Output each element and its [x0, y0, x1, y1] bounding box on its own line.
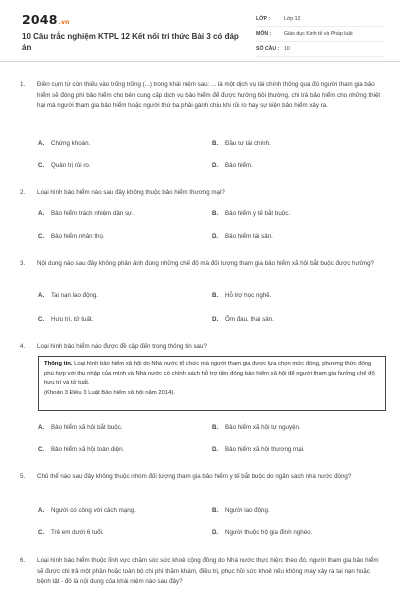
question-3-option-d[interactable]: D. Ốm đau, thai sản.: [212, 316, 274, 323]
question-3-option-a[interactable]: A. Tai nạn lao động.: [38, 292, 99, 299]
info-box-source: (Khoản 3 Điều 3 Luật Bảo hiểm xã hội năm 2014).: [44, 389, 175, 396]
question-text: Loại hình bảo hiểm nào được đề cập đến trong thông tin sau?: [37, 343, 207, 350]
page-header: [0, 0, 400, 62]
question-number: 3.: [20, 260, 26, 267]
question-1-option-a[interactable]: A. Chứng khoán.: [38, 140, 91, 147]
question-2-option-c[interactable]: C. Bảo hiểm nhân thọ.: [38, 233, 105, 240]
info-label: MÔN :: [256, 31, 272, 37]
question-4-option-a[interactable]: A. Bảo hiểm xã hội bắt buộc.: [38, 424, 123, 431]
info-value: 10: [284, 46, 290, 52]
question-number: 6.: [20, 557, 26, 564]
info-row-class: [256, 12, 384, 27]
question-1-option-c[interactable]: C. Quản trị rủi ro.: [38, 162, 91, 169]
question-number: 4.: [20, 343, 26, 350]
question-5-option-d[interactable]: D. Người thuộc hộ gia đình nghèo.: [212, 529, 313, 536]
question-2-option-a[interactable]: A. Bảo hiểm trách nhiệm dân sự.: [38, 210, 134, 217]
question-4-option-b[interactable]: B. Bảo hiểm xã hội tự nguyện.: [212, 424, 301, 431]
info-box-text: Loại hình bảo hiểm xã hội do Nhà nước tổ chức mà người tham gia được lựa chọn mức đóng, phương thức đóng phù hợp với thu nhập của mình và Nhà nước có chính sách hỗ trợ tiền đóng bảo hiểm xã hội để người tham gia hưởng chế độ hưu trí và tử tuất.: [44, 361, 375, 386]
info-value: Giáo dục Kinh tế và Pháp luật: [284, 31, 353, 37]
question-text: Chủ thể nào sau đây không thuộc nhóm đối tượng tham gia bảo hiểm y tế bắt buộc do ngân sách nhà nước đóng?: [37, 473, 352, 480]
logo-suffix: .vn: [58, 19, 70, 26]
info-row-count: [256, 42, 384, 57]
question-text: Loại hình bảo hiểm thuộc lĩnh vực chăm sóc sức khoẻ cộng đồng do Nhà nước thực hiện; theo đó, người tham gia bảo hiểm sẽ được chi trả một phần hoặc toàn bộ chi phí thăm khám, điều trị, phục hồi sức khoẻ nếu không may xảy ra tai nạn hoặc bệnh tật - đó là nội dung của khái niệm nào sau đây?: [37, 557, 379, 585]
question-2-option-d[interactable]: D. Bảo hiểm tài sản.: [212, 233, 273, 240]
question-3-option-c[interactable]: C. Hưu trí, tử tuất.: [38, 316, 94, 323]
page-title: 10 Câu trắc nghiệm KTPL 12 Kết nối tri thức Bài 3 có đáp án: [22, 32, 239, 52]
question-5-option-c[interactable]: C. Trẻ em dưới 6 tuổi.: [38, 529, 104, 536]
question-number: 1.: [20, 81, 26, 88]
info-row-subject: [256, 27, 384, 42]
logo-text: 2048: [22, 12, 58, 27]
question-4-option-d[interactable]: D. Bảo hiểm xã hội thương mại.: [212, 446, 305, 453]
question-1-option-b[interactable]: B. Đầu tư tài chính.: [212, 140, 271, 147]
info-label: SỐ CÂU :: [256, 46, 280, 52]
question-1-option-d[interactable]: D. Bảo hiểm.: [212, 162, 253, 169]
question-2-option-b[interactable]: B. Bảo hiểm y tế bắt buộc.: [212, 210, 291, 217]
question-text: Loại hình bảo hiểm nào sau đây không thuộc bảo hiểm thương mại?: [37, 189, 225, 196]
question-number: 5.: [20, 473, 26, 480]
question-text: Nội dung nào sau đây không phản ánh đúng những chế độ mà đối tượng tham gia bảo hiểm xã hội bắt buộc được hưởng?: [37, 260, 374, 267]
site-logo[interactable]: [22, 12, 70, 27]
question-text: Điền cụm từ còn thiếu vào trống trống (...) trong khái niệm sau: ... là một dịch vụ tài chính thông qua đó người tham gia bảo hiểm sẽ đóng phí bảo hiểm cho bên cung cấp dịch vụ bảo hiểm để được hưởng bồi thường, chi trả bảo hiểm cho những thiệt hại mà người tham gia bảo hiểm hoặc người thứ ba phải gánh chịu khi rủi ro hay sự kiện bảo hiểm xảy ra.: [37, 81, 381, 109]
question-4-option-c[interactable]: C. Bảo hiểm xã hội toàn diện.: [38, 446, 125, 453]
question-number: 2.: [20, 189, 26, 196]
question-5-option-b[interactable]: B. Người lao động.: [212, 507, 270, 514]
info-value: Lớp 12: [284, 16, 301, 22]
info-label: LỚP :: [256, 16, 271, 22]
info-table: [256, 12, 384, 57]
info-box: [38, 356, 386, 411]
question-5-option-a[interactable]: A. Người có công với cách mạng.: [38, 507, 136, 514]
info-box-label: Thông tin.: [44, 361, 73, 367]
question-3-option-b[interactable]: B. Hỗ trợ học nghề.: [212, 292, 272, 299]
